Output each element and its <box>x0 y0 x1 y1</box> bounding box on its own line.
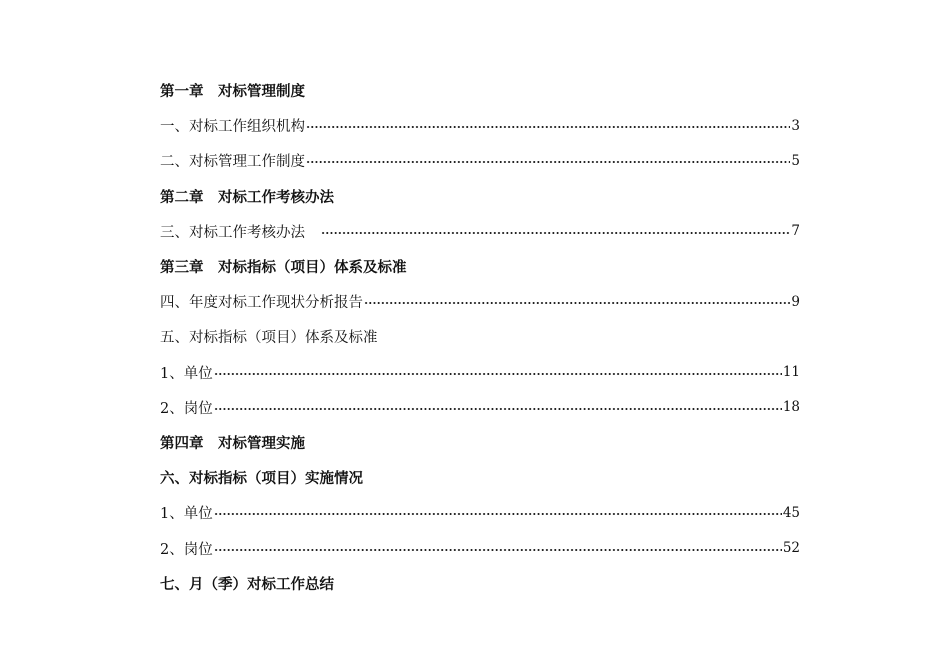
toc-entry-label: 1、单位 <box>160 506 213 523</box>
toc-entry-label: 2、岗位 <box>160 541 213 558</box>
dot-leader <box>214 408 782 410</box>
dot-leader <box>364 302 790 304</box>
dot-leader <box>321 232 790 234</box>
toc-entry[interactable] <box>160 319 800 354</box>
toc-entry-label: 六、对标指标（项目）实施情况 <box>160 471 363 488</box>
toc-entry-label: 七、月（季）对标工作总结 <box>160 576 334 593</box>
toc-entry[interactable] <box>160 214 800 249</box>
toc-entry[interactable] <box>160 284 800 319</box>
toc-entry-label: 三、对标工作考核办法 <box>160 224 305 241</box>
toc-entry[interactable] <box>160 495 800 530</box>
toc-entry-label: 一、对标工作组织机构 <box>160 119 305 136</box>
chapter-heading <box>160 249 800 284</box>
chapter-heading <box>160 425 800 460</box>
dot-leader <box>214 373 782 375</box>
dot-leader <box>214 549 782 551</box>
toc-page-number: 9 <box>791 293 800 310</box>
toc-entry-label: 第二章 对标工作考核办法 <box>160 189 334 206</box>
toc-entry[interactable] <box>160 143 800 178</box>
toc-page-number: 3 <box>791 117 800 134</box>
toc-page-number: 18 <box>782 399 800 416</box>
section-heading <box>160 566 800 601</box>
dot-leader <box>306 126 790 128</box>
toc-entry-label: 二、对标管理工作制度 <box>160 154 305 171</box>
dot-leader <box>214 513 782 515</box>
table-of-contents <box>160 73 800 601</box>
toc-entry[interactable] <box>160 390 800 425</box>
dot-leader <box>306 161 790 163</box>
toc-entry[interactable] <box>160 530 800 565</box>
toc-entry-label: 第一章 对标管理制度 <box>160 84 305 101</box>
toc-entry-label: 2、岗位 <box>160 400 213 417</box>
toc-entry-label: 四、年度对标工作现状分析报告 <box>160 295 363 312</box>
toc-entry[interactable] <box>160 355 800 390</box>
toc-page-number: 7 <box>791 223 800 240</box>
section-heading <box>160 460 800 495</box>
toc-page-number: 11 <box>782 364 800 381</box>
toc-page-number: 5 <box>791 152 800 169</box>
toc-entry-label: 第四章 对标管理实施 <box>160 435 305 452</box>
toc-entry-label: 1、单位 <box>160 365 213 382</box>
toc-page-number: 52 <box>782 540 800 557</box>
toc-entry-label: 第三章 对标指标（项目）体系及标准 <box>160 260 407 277</box>
chapter-heading <box>160 73 800 108</box>
toc-entry[interactable] <box>160 108 800 143</box>
toc-entry-label: 五、对标指标（项目）体系及标准 <box>160 330 378 347</box>
chapter-heading <box>160 179 800 214</box>
toc-page-number: 45 <box>782 504 800 521</box>
